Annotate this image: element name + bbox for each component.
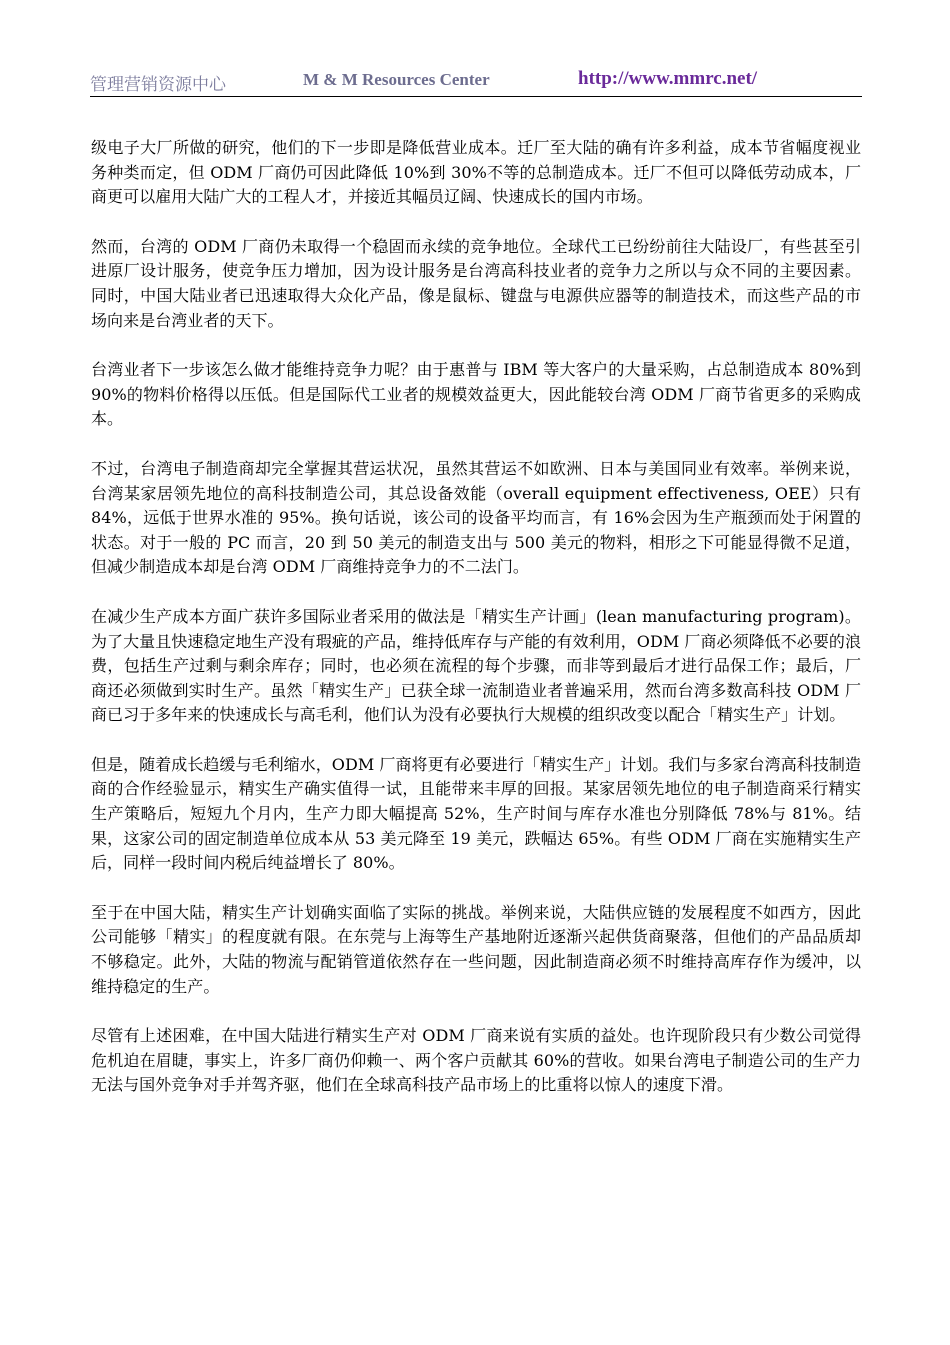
paragraph-4: 不过，台湾电子制造商却完全掌握其营运状况，虽然其营运不如欧洲、日本与美国同业有效率。举例来说，台湾某家居领先地位的高科技制造公司，其总设备效能（overall equipment effectiveness, OEE）只有 84%，远低于世界水准的 95%。换句话说，该公司的设备平均而言，有 16%会因为生产瓶颈而处于闲置的状态。对于一般的 PC 而言，20 到 50 美元的制造支出与 500 美元的物料，相形之下可能显得微不足道，但减少制造成本却是台湾 ODM 厂商维持竞争力的不二法门。 bbox=[91, 458, 861, 577]
paragraph-2: 然而，台湾的 ODM 厂商仍未取得一个稳固而永续的竞争地位。全球代工已纷纷前往大陆设厂，有些甚至引进原厂设计服务，使竞争压力增加，因为设计服务是台湾高科技业者的竞争力之所以与众不同的主要因素。同时，中国大陆业者已迅速取得大众化产品，像是鼠标、键盘与电源供应器等的制造技术，而这些产品的市场向来是台湾业者的天下。 bbox=[91, 236, 861, 330]
paragraph-7: 至于在中国大陆，精实生产计划确实面临了实际的挑战。举例来说，大陆供应链的发展程度不如西方，因此公司能够「精实」的程度就有限。在东莞与上海等生产基地附近逐渐兴起供货商聚落，但他们的产品品质却不够稳定。此外，大陆的物流与配销管道依然存在一些问题，因此制造商必须不时维持高库存作为缓冲，以维持稳定的生产。 bbox=[91, 902, 861, 996]
page-header bbox=[90, 68, 862, 97]
paragraph-5: 在减少生产成本方面广获许多国际业者采用的做法是「精实生产计画」(lean manufacturing program)。为了大量且快速稳定地生产没有瑕疵的产品，维持低库存与产能的有效利用，ODM 厂商必须降低不必要的浪费，包括生产过剩与剩余库存；同时，也必须在流程的每个步骤，而非等到最后才进行品保工作；最后，厂商还必须做到实时生产。虽然「精实生产」已获全球一流制造业者普遍采用，然而台湾多数高科技 ODM 厂商已习于多年来的快速成长与高毛利，他们认为没有必要执行大规模的组织改变以配合「精实生产」计划。 bbox=[91, 606, 861, 725]
paragraph-3: 台湾业者下一步该怎么做才能维持竞争力呢？由于惠普与 IBM 等大客户的大量采购，占总制造成本 80%到 90%的物料价格得以压低。但是国际代工业者的规模效益更大，因此能较台湾 ODM 厂商节省更多的采购成本。 bbox=[91, 360, 861, 429]
paragraph-1: 级电子大厂所做的研究，他们的下一步即是降低营业成本。迁厂至大陆的确有许多利益，成本节省幅度视业务种类而定，但 ODM 厂商仍可因此降低 10%到 30%不等的总制造成本。迁厂不但可以降低劳动成本，厂商更可以雇用大陆广大的工程人才，并接近其幅员辽阔、快速成长的国内市场。 bbox=[91, 138, 861, 207]
header-url[interactable]: http://www.mmrc.net/ bbox=[578, 68, 758, 89]
header-org-english: M & M Resources Center bbox=[303, 70, 490, 89]
paragraph-6: 但是，随着成长趋缓与毛利缩水，ODM 厂商将更有必要进行「精实生产」计划。我们与多家台湾高科技制造商的合作经验显示，精实生产确实值得一试，且能带来丰厚的回报。某家居领先地位的电子制造商采行精实生产策略后，短短九个月内，生产力即大幅提高 52%，生产时间与库存水准也分别降低 78%与 81%。结果，这家公司的固定制造单位成本从 53 美元降至 19 美元，跌幅达 65%。有些 ODM 厂商在实施精实生产后，同样一段时间内税后纯益增长了 80%。 bbox=[91, 754, 861, 873]
article-body bbox=[91, 136, 861, 1123]
paragraph-8: 尽管有上述困难，在中国大陆进行精实生产对 ODM 厂商来说有实质的益处。也许现阶段只有少数公司觉得危机迫在眉睫，事实上，许多厂商仍仰赖一、两个客户贡献其 60%的营收。如果台湾电子制造公司的生产力无法与国外竞争对手并驾齐驱，他们在全球高科技产品市场上的比重将以惊人的速度下滑。 bbox=[91, 1026, 861, 1095]
header-org-chinese: 管理营销资源中心 bbox=[90, 75, 226, 95]
